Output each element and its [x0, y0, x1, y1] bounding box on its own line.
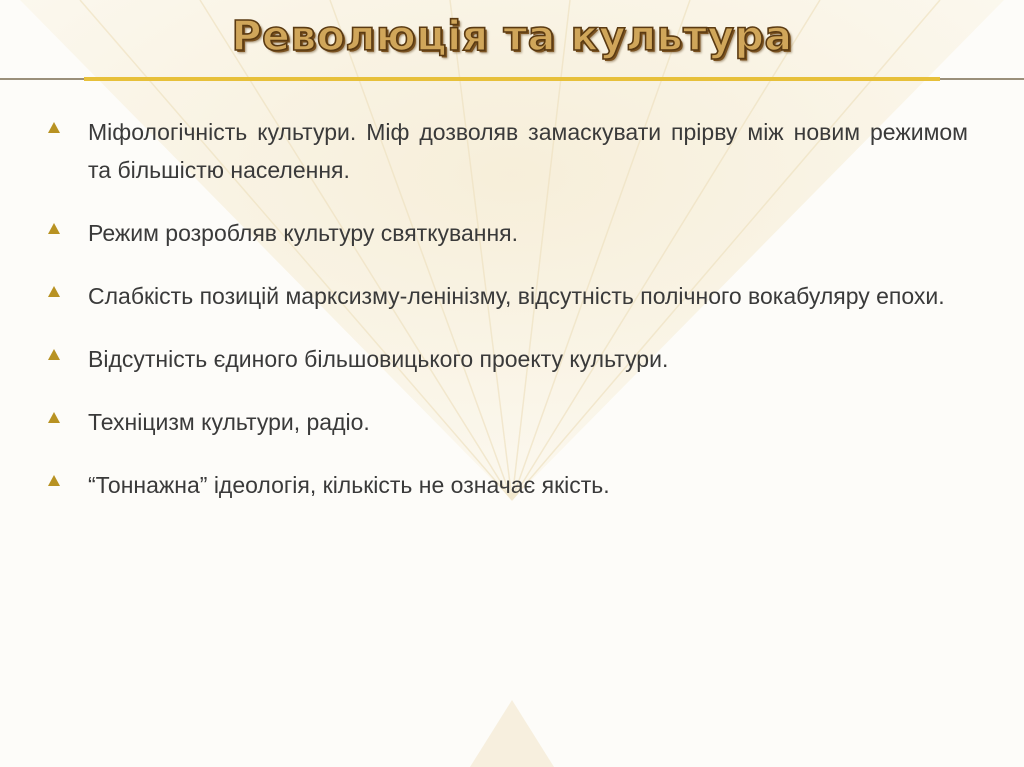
triangle-bullet-icon: [48, 223, 60, 234]
bullet-list: [48, 113, 968, 529]
triangle-bullet-icon: [48, 122, 60, 133]
slide-title: Революція та культура: [231, 12, 793, 60]
bullet-item: [48, 277, 968, 315]
bullet-text: Міфологічність культури. Міф дозволяв замаскувати прірву між новим режимом та більшістю населення.: [88, 119, 968, 183]
bullet-text: Слабкість позицій марксизму-ленінізму, відсутність полічного вокабуляру епохи.: [88, 283, 945, 309]
bullet-item: [48, 340, 968, 378]
title-rule-accent: [84, 77, 940, 81]
title-rule-right: [940, 78, 1024, 80]
bullet-text: Техніцизм культури, радіо.: [88, 409, 370, 435]
bullet-text: Відсутність єдиного більшовицького проекту культури.: [88, 346, 669, 372]
triangle-bullet-icon: [48, 412, 60, 423]
bullet-item: [48, 113, 968, 189]
triangle-bullet-icon: [48, 286, 60, 297]
bullet-item: [48, 214, 968, 252]
bullet-item: [48, 466, 968, 504]
triangle-bullet-icon: [48, 475, 60, 486]
triangle-bullet-icon: [48, 349, 60, 360]
title-rule-left: [0, 78, 84, 80]
bullet-item: [48, 403, 968, 441]
bullet-text: Режим розробляв культуру святкування.: [88, 220, 519, 246]
bullet-text: “Тоннажна” ідеологія, кількість не означає якість.: [88, 472, 610, 498]
